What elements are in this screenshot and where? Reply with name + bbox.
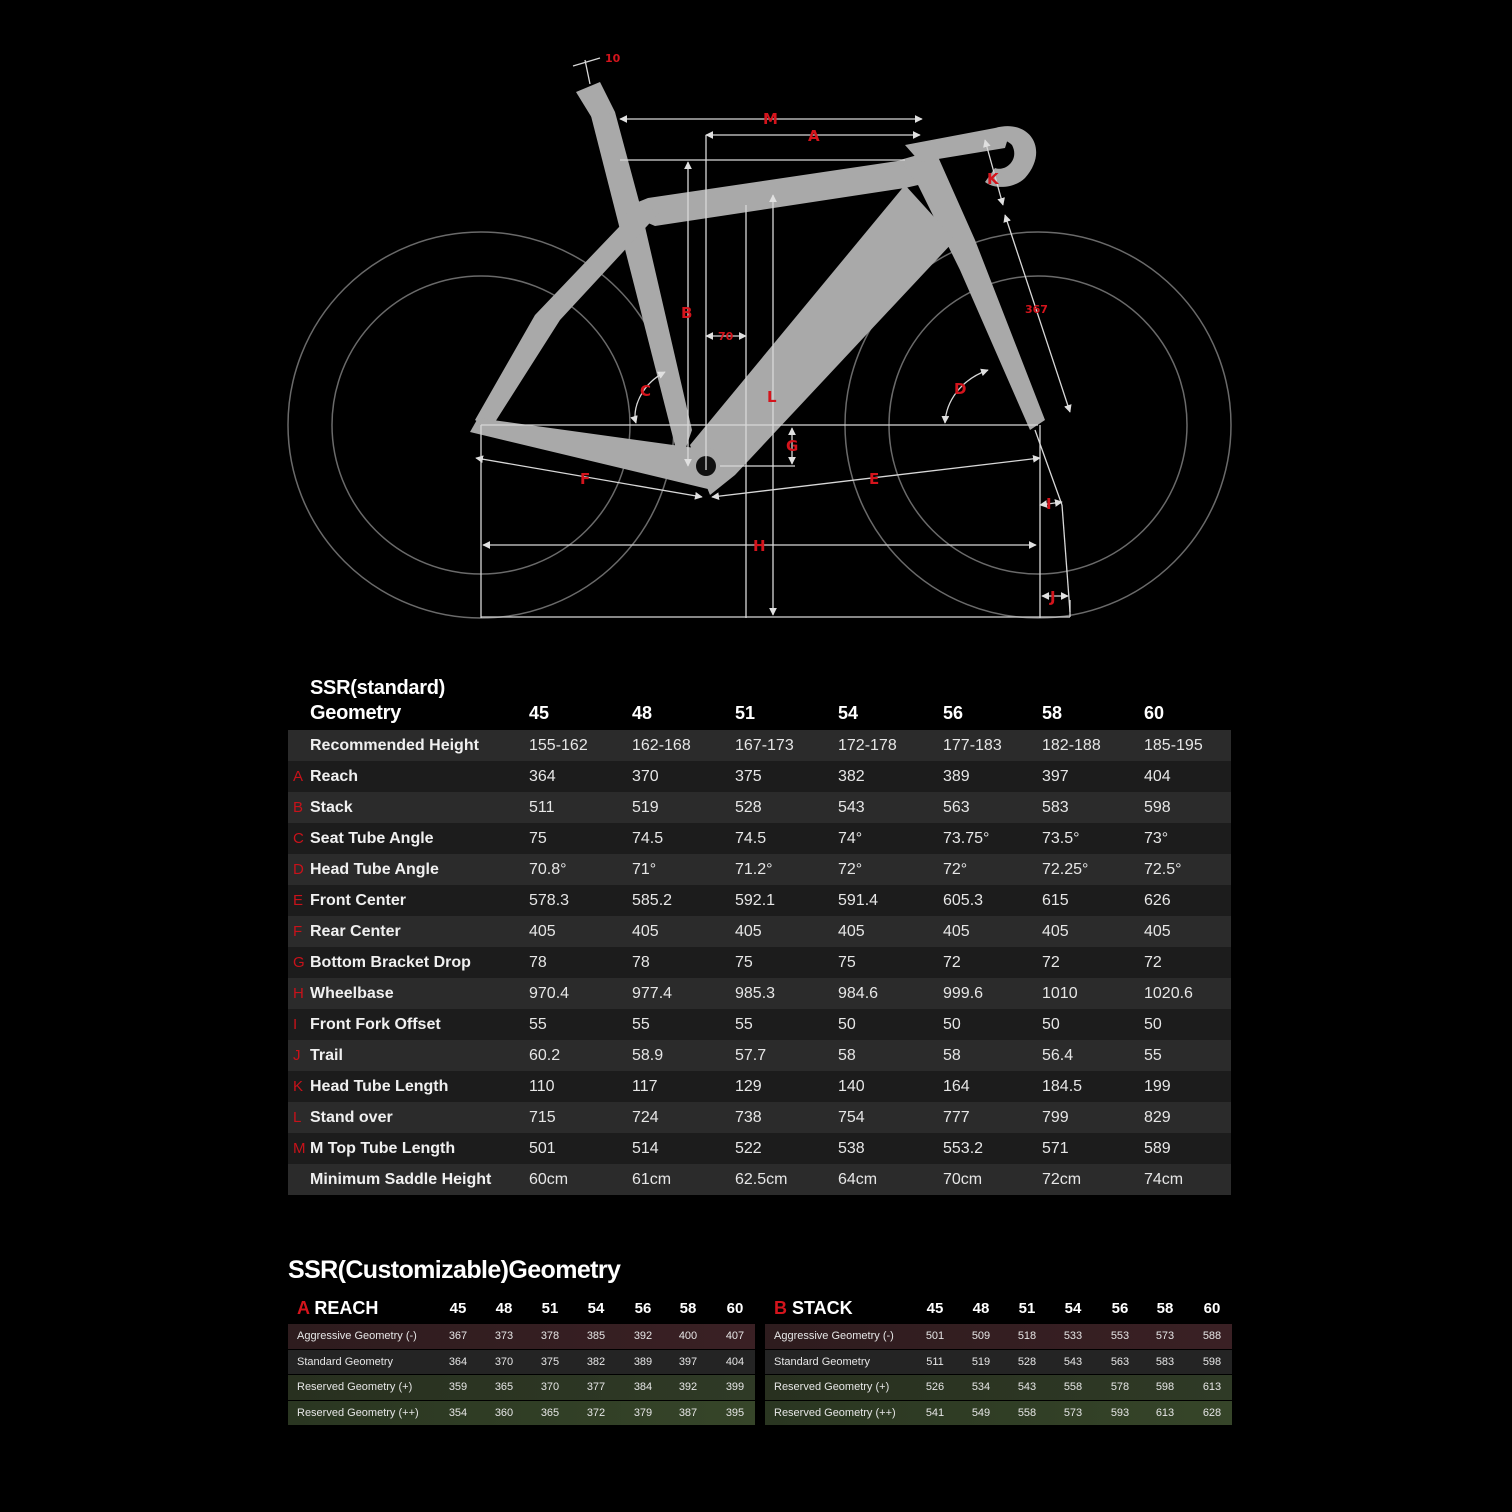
- reach-title: A REACH: [297, 1298, 379, 1318]
- standard-row: [288, 947, 1231, 978]
- row-value: 74.5: [632, 830, 664, 847]
- row-value: 129: [735, 1078, 762, 1095]
- reach-size-header: 56: [634, 1300, 652, 1317]
- size-header: 58: [1042, 703, 1063, 723]
- standard-row: [288, 1102, 1231, 1133]
- reach-row-value: 370: [540, 1381, 560, 1393]
- reach-row-value: 385: [586, 1330, 606, 1342]
- row-value: 970.4: [529, 985, 570, 1002]
- row-value: 626: [1144, 892, 1171, 909]
- diagram-label-c: C: [640, 382, 652, 400]
- row-value: 72: [943, 954, 961, 971]
- stack-table-header: [765, 1298, 1232, 1323]
- stack-row-value: 526: [925, 1381, 945, 1393]
- row-value: 185-195: [1144, 737, 1203, 754]
- stack-row: [765, 1374, 1232, 1400]
- reach-row-value: 359: [448, 1381, 468, 1393]
- reach-row-value: 407: [725, 1330, 745, 1342]
- row-value: 1010: [1042, 985, 1078, 1002]
- standard-row: [288, 730, 1231, 761]
- row-value: 72°: [943, 861, 968, 878]
- row-value: 60cm: [529, 1171, 569, 1188]
- stack-table: [765, 1298, 1232, 1425]
- diagram-label-d: D: [954, 380, 967, 398]
- stack-row: [765, 1323, 1232, 1349]
- reach-row-value: 389: [633, 1355, 653, 1368]
- row-letter: J: [293, 1047, 301, 1064]
- stack-row-value: 583: [1155, 1355, 1175, 1368]
- row-value: 182-188: [1042, 737, 1101, 754]
- stack-row: [765, 1349, 1232, 1375]
- stack-row-value: 573: [1063, 1406, 1083, 1419]
- size-header: 60: [1144, 703, 1165, 723]
- bike-frame: [470, 82, 1045, 495]
- reach-size-header: 60: [726, 1300, 744, 1317]
- row-value: 984.6: [838, 985, 879, 1002]
- reach-size-header: 45: [449, 1300, 467, 1317]
- standard-title-line1: SSR(standard): [310, 677, 446, 699]
- reach-row: [288, 1323, 755, 1349]
- reach-row-label: Reserved Geometry (+): [297, 1381, 413, 1393]
- row-letter: H: [293, 985, 304, 1002]
- row-label: Head Tube Length: [310, 1078, 449, 1095]
- row-label: Front Fork Offset: [310, 1016, 441, 1033]
- row-value: 71.2°: [735, 861, 773, 878]
- stack-row-value: 543: [1017, 1381, 1037, 1393]
- row-value: 578.3: [529, 892, 570, 909]
- row-value: 70.8°: [529, 861, 567, 878]
- diagram-label-367: 367: [1025, 303, 1048, 316]
- stack-row-value: 593: [1110, 1406, 1130, 1419]
- reach-size-header: 54: [587, 1300, 605, 1317]
- stack-row-value: 511: [926, 1355, 944, 1368]
- row-value: 829: [1144, 1109, 1171, 1126]
- stack-row-value: 598: [1202, 1355, 1222, 1368]
- row-value: 72°: [838, 861, 863, 878]
- stack-size-header: 54: [1064, 1300, 1082, 1317]
- standard-row: [288, 978, 1231, 1009]
- reach-row-value: 400: [678, 1330, 698, 1342]
- reach-size-header: 58: [679, 1300, 697, 1317]
- row-value: 50: [943, 1016, 961, 1033]
- row-value: 511: [529, 799, 555, 816]
- row-value: 73°: [1144, 830, 1169, 847]
- row-value: 73.75°: [943, 830, 990, 847]
- standard-row: [288, 792, 1231, 823]
- row-value: 164: [943, 1078, 970, 1095]
- stack-row-value: 578: [1110, 1381, 1130, 1393]
- row-value: 50: [1042, 1016, 1060, 1033]
- row-value: 61cm: [632, 1171, 672, 1188]
- reach-row: [288, 1374, 755, 1400]
- row-value: 615: [1042, 892, 1069, 909]
- reach-row-label: Aggressive Geometry (-): [297, 1330, 417, 1342]
- row-letter: A: [293, 768, 304, 785]
- row-value: 799: [1042, 1109, 1069, 1126]
- reach-row-label: Reserved Geometry (++): [297, 1406, 419, 1419]
- row-value: 72.25°: [1042, 861, 1089, 878]
- diagram-label-70: 70: [718, 330, 734, 343]
- row-value: 75: [529, 830, 547, 847]
- size-header: 56: [943, 703, 964, 723]
- row-value: 370: [632, 768, 659, 785]
- reach-row-value: 392: [633, 1330, 653, 1342]
- row-value: 56.4: [1042, 1047, 1074, 1064]
- row-value: 72: [1144, 954, 1162, 971]
- bike-geometry-diagram: [0, 0, 1512, 660]
- row-value: 78: [632, 954, 650, 971]
- stack-row-value: 528: [1017, 1355, 1037, 1368]
- row-value: 501: [529, 1140, 556, 1157]
- row-value: 724: [632, 1109, 659, 1126]
- row-label: Head Tube Angle: [310, 861, 439, 878]
- reach-row-value: 387: [678, 1406, 698, 1419]
- reach-row-value: 360: [494, 1406, 514, 1419]
- stack-row-value: 534: [971, 1381, 991, 1393]
- row-value: 199: [1144, 1078, 1171, 1095]
- diagram-label-f: F: [580, 470, 591, 488]
- row-value: 64cm: [838, 1171, 878, 1188]
- row-value: 62.5cm: [735, 1171, 788, 1188]
- row-value: 405: [1144, 923, 1171, 940]
- stack-row-value: 613: [1155, 1406, 1175, 1419]
- row-letter: F: [293, 923, 303, 940]
- row-value: 977.4: [632, 985, 673, 1002]
- stack-row-value: 628: [1202, 1406, 1222, 1419]
- standard-row: [288, 761, 1231, 792]
- row-value: 375: [735, 768, 762, 785]
- row-value: 405: [1042, 923, 1069, 940]
- row-value: 405: [529, 923, 556, 940]
- standard-geometry-table: [288, 674, 1231, 1195]
- reach-row-value: 367: [448, 1330, 468, 1342]
- row-letter: M: [293, 1140, 306, 1157]
- row-letter: D: [293, 861, 304, 878]
- row-value: 78: [529, 954, 547, 971]
- row-letter: C: [293, 830, 304, 847]
- diagram-label-e: E: [869, 470, 880, 488]
- row-value: 754: [838, 1109, 865, 1126]
- stack-row-value: 558: [1063, 1381, 1083, 1393]
- stack-row-value: 533: [1063, 1330, 1083, 1342]
- row-value: 405: [632, 923, 659, 940]
- row-label: Reach: [310, 768, 359, 785]
- reach-row-value: 373: [494, 1330, 514, 1342]
- reach-table-header: [288, 1298, 755, 1323]
- row-value: 73.5°: [1042, 830, 1080, 847]
- row-value: 538: [838, 1140, 865, 1157]
- reach-row-value: 379: [633, 1406, 653, 1419]
- row-label: Front Center: [310, 892, 406, 909]
- row-letter: G: [293, 954, 305, 971]
- stack-row-value: 573: [1155, 1330, 1175, 1342]
- stack-row-label: Aggressive Geometry (-): [774, 1330, 894, 1342]
- row-value: 110: [529, 1078, 555, 1095]
- row-value: 543: [838, 799, 865, 816]
- row-label: Stand over: [310, 1109, 393, 1126]
- row-value: 514: [632, 1140, 659, 1157]
- stack-size-header: 51: [1018, 1300, 1036, 1317]
- reach-table: [288, 1298, 755, 1425]
- reach-row-value: 395: [725, 1406, 745, 1419]
- stack-size-header: 56: [1111, 1300, 1129, 1317]
- row-value: 70cm: [943, 1171, 983, 1188]
- diagram-label-j: J: [1050, 588, 1056, 606]
- row-value: 75: [735, 954, 753, 971]
- row-value: 592.1: [735, 892, 776, 909]
- customizable-geometry-title: SSR(Customizable)Geometry: [288, 1256, 621, 1284]
- row-letter: L: [293, 1109, 302, 1126]
- row-value: 74cm: [1144, 1171, 1184, 1188]
- row-value: 404: [1144, 768, 1171, 785]
- row-value: 75: [838, 954, 856, 971]
- row-value: 50: [1144, 1016, 1162, 1033]
- standard-title-line2: Geometry: [310, 702, 401, 724]
- stack-row-value: 541: [925, 1406, 945, 1419]
- row-letter: B: [293, 799, 304, 816]
- row-value: 58: [943, 1047, 961, 1064]
- standard-row: [288, 1133, 1231, 1164]
- row-value: 405: [735, 923, 762, 940]
- row-label: M Top Tube Length: [310, 1140, 456, 1157]
- diagram-label-10: 10: [605, 52, 621, 65]
- row-value: 589: [1144, 1140, 1171, 1157]
- row-value: 605.3: [943, 892, 984, 909]
- reach-row: [288, 1400, 755, 1426]
- row-value: 55: [529, 1016, 547, 1033]
- row-value: 57.7: [735, 1047, 767, 1064]
- stack-row-value: 563: [1110, 1355, 1130, 1368]
- row-label: Recommended Height: [310, 737, 479, 754]
- diagram-label-i: I: [1046, 495, 1052, 513]
- row-value: 382: [838, 768, 865, 785]
- stack-size-header: 48: [972, 1300, 990, 1317]
- reach-size-header: 51: [541, 1300, 559, 1317]
- row-letter: K: [293, 1078, 304, 1095]
- row-value: 522: [735, 1140, 762, 1157]
- stack-row-value: 501: [925, 1330, 945, 1342]
- row-value: 140: [838, 1078, 865, 1095]
- row-label: Rear Center: [310, 923, 401, 940]
- row-value: 563: [943, 799, 970, 816]
- row-value: 60.2: [529, 1047, 561, 1064]
- reach-row-value: 370: [494, 1355, 514, 1368]
- row-value: 985.3: [735, 985, 776, 1002]
- row-value: 1020.6: [1144, 985, 1193, 1002]
- reach-row-value: 372: [586, 1406, 606, 1419]
- row-label: Minimum Saddle Height: [310, 1171, 492, 1188]
- stack-row-value: 553: [1110, 1330, 1130, 1342]
- stack-row-value: 549: [971, 1406, 991, 1419]
- size-header: 54: [838, 703, 859, 723]
- reach-row-value: 382: [586, 1355, 606, 1368]
- row-value: 74.5: [735, 830, 767, 847]
- size-header: 51: [735, 703, 756, 723]
- row-value: 405: [943, 923, 970, 940]
- stack-title: B STACK: [774, 1298, 853, 1318]
- standard-row: [288, 854, 1231, 885]
- row-value: 571: [1042, 1140, 1069, 1157]
- row-value: 777: [943, 1109, 970, 1126]
- reach-row-value: 384: [633, 1381, 653, 1393]
- standard-table-body: [288, 730, 1231, 1195]
- row-label: Stack: [310, 799, 353, 816]
- row-value: 585.2: [632, 892, 673, 909]
- row-value: 72.5°: [1144, 861, 1182, 878]
- stack-size-header: 58: [1156, 1300, 1174, 1317]
- diagram-label-g: G: [786, 437, 799, 455]
- reach-row-value: 365: [540, 1406, 560, 1419]
- row-value: 72cm: [1042, 1171, 1082, 1188]
- size-header: 45: [529, 703, 550, 723]
- stack-row-label: Reserved Geometry (+): [774, 1381, 890, 1393]
- reach-row: [288, 1349, 755, 1375]
- row-value: 58: [838, 1047, 856, 1064]
- reach-row-value: 364: [448, 1355, 468, 1368]
- stack-size-header: 45: [926, 1300, 944, 1317]
- standard-row: [288, 1071, 1231, 1102]
- row-value: 553.2: [943, 1140, 984, 1157]
- row-value: 389: [943, 768, 970, 785]
- row-value: 155-162: [529, 737, 588, 754]
- stack-row-value: 598: [1155, 1381, 1175, 1393]
- row-value: 591.4: [838, 892, 879, 909]
- row-value: 167-173: [735, 737, 794, 754]
- reach-row-value: 365: [494, 1381, 514, 1393]
- row-value: 519: [632, 799, 659, 816]
- diagram-label-l: L: [767, 388, 777, 406]
- row-value: 528: [735, 799, 762, 816]
- reach-row-value: 397: [678, 1355, 698, 1368]
- row-label: Trail: [310, 1047, 343, 1064]
- row-label: Seat Tube Angle: [310, 830, 434, 847]
- row-value: 71°: [632, 861, 657, 878]
- row-value: 58.9: [632, 1047, 664, 1064]
- diagram-label-b: B: [681, 304, 693, 322]
- stack-row-label: Standard Geometry: [774, 1355, 870, 1368]
- reach-row-label: Standard Geometry: [297, 1355, 393, 1368]
- row-label: Wheelbase: [310, 985, 394, 1002]
- standard-row: [288, 1009, 1231, 1040]
- row-label: Bottom Bracket Drop: [310, 954, 471, 971]
- standard-table-title: [310, 676, 445, 726]
- standard-row: [288, 1040, 1231, 1071]
- reach-row-value: 354: [448, 1406, 468, 1419]
- reach-row-value: 375: [540, 1355, 560, 1368]
- row-value: 117: [632, 1078, 658, 1095]
- row-value: 397: [1042, 768, 1069, 785]
- row-value: 738: [735, 1109, 762, 1126]
- reach-row-value: 392: [678, 1381, 698, 1393]
- stack-row-value: 588: [1202, 1330, 1222, 1342]
- diagram-label-m: M: [763, 110, 778, 128]
- row-value: 72: [1042, 954, 1060, 971]
- standard-table-header: [288, 674, 1231, 730]
- reach-row-value: 404: [725, 1355, 745, 1368]
- row-value: 55: [1144, 1047, 1162, 1064]
- reach-size-header: 48: [495, 1300, 513, 1317]
- stack-row-value: 509: [971, 1330, 991, 1342]
- row-value: 177-183: [943, 737, 1002, 754]
- row-value: 999.6: [943, 985, 984, 1002]
- stack-row: [765, 1400, 1232, 1426]
- row-value: 583: [1042, 799, 1069, 816]
- stack-row-value: 518: [1017, 1330, 1037, 1342]
- row-value: 405: [838, 923, 865, 940]
- diagram-label-k: K: [987, 170, 999, 188]
- diagram-label-h: H: [753, 537, 766, 555]
- size-header: 48: [632, 703, 653, 723]
- standard-row: [288, 885, 1231, 916]
- stack-size-header: 60: [1203, 1300, 1221, 1317]
- stack-row-value: 519: [971, 1355, 991, 1368]
- reach-row-value: 399: [725, 1381, 745, 1393]
- stack-row-value: 543: [1063, 1355, 1083, 1368]
- row-value: 162-168: [632, 737, 691, 754]
- row-value: 172-178: [838, 737, 897, 754]
- row-value: 184.5: [1042, 1078, 1083, 1095]
- standard-row: [288, 1164, 1231, 1195]
- standard-row: [288, 823, 1231, 854]
- row-letter: E: [293, 892, 304, 909]
- stack-row-value: 558: [1017, 1406, 1037, 1419]
- row-value: 598: [1144, 799, 1171, 816]
- row-value: 50: [838, 1016, 856, 1033]
- row-value: 55: [735, 1016, 753, 1033]
- row-value: 74°: [838, 830, 863, 847]
- row-letter: I: [293, 1016, 298, 1033]
- diagram-label-a: A: [808, 127, 820, 145]
- reach-row-value: 377: [586, 1381, 606, 1393]
- standard-row: [288, 916, 1231, 947]
- stack-row-label: Reserved Geometry (++): [774, 1406, 896, 1419]
- row-value: 55: [632, 1016, 650, 1033]
- row-value: 715: [529, 1109, 556, 1126]
- reach-row-value: 378: [540, 1330, 560, 1342]
- stack-row-value: 613: [1202, 1381, 1222, 1393]
- row-value: 364: [529, 768, 556, 785]
